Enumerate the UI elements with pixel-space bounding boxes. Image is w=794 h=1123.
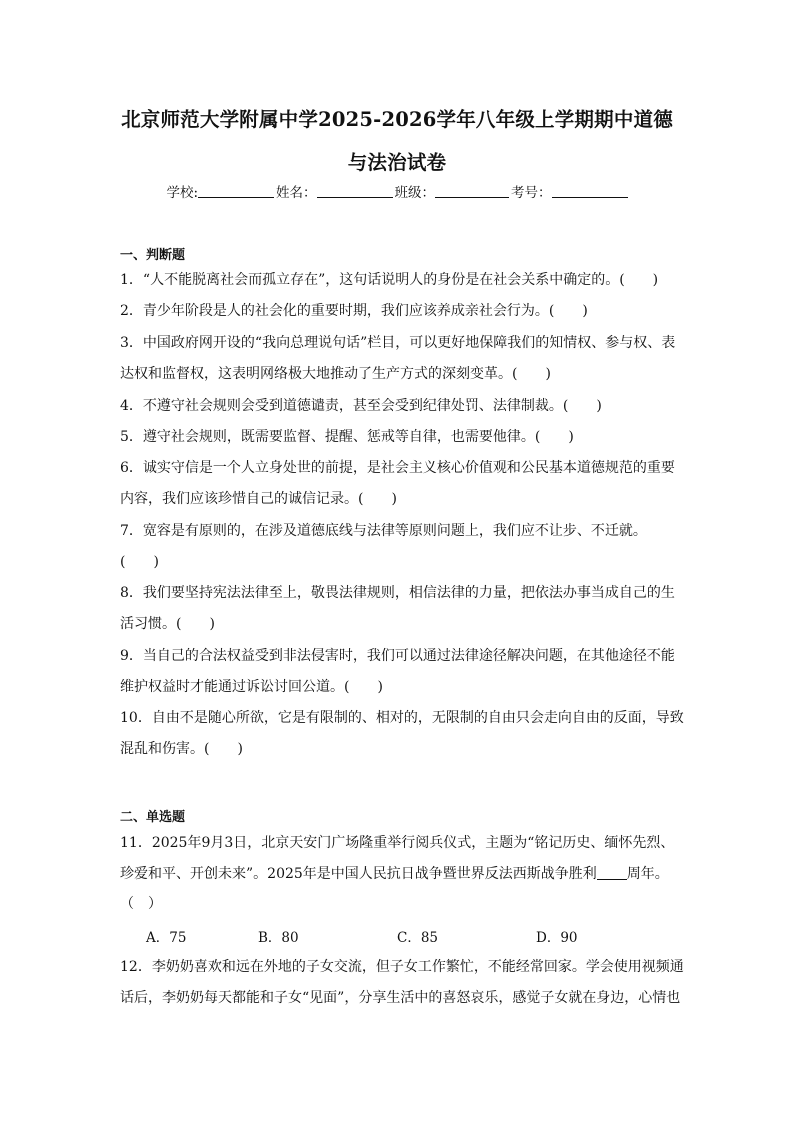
question-line: 10．自由不是随心所欲，它是有限制的、相对的，无限制的自由只会走向自由的反面，导致 — [120, 710, 684, 726]
question-line: 2．青少年阶段是人的社会化的重要时期，我们应该养成亲社会行为。( ) — [120, 303, 588, 319]
exam-title-line2: 与法治试卷 — [347, 151, 447, 174]
class-label: 班级： — [394, 185, 436, 201]
section-title-judgement: 一、判断题 — [120, 248, 186, 263]
option-c: C．85 — [397, 930, 439, 946]
name-label: 姓名： — [276, 185, 317, 201]
exam-title-line1: 北京师范大学附属中学2025-2026学年八年级上学期期中道德 — [121, 108, 673, 131]
option-d: D．90 — [536, 930, 578, 946]
id-blank — [552, 183, 628, 198]
question-line: 6．诚实守信是一个人立身处世的前提，是社会主义核心价值观和公民基本道德规范的重要 — [120, 460, 675, 476]
school-blank — [198, 183, 274, 198]
class-blank — [435, 183, 509, 198]
question-text: 珍爱和平、开创未来”。2025年是中国人民抗日战争暨世界反法西斯战争胜利 — [120, 866, 597, 882]
question-line: （ ） — [120, 896, 162, 912]
question-line: 12．李奶奶喜欢和远在外地的子女交流，但子女工作繁忙，不能经常回家。学会使用视频通 — [120, 959, 684, 975]
option-a: A．75 — [146, 930, 187, 946]
question-line: 5．遵守社会规则，既需要监督、提醒、惩戒等自律，也需要他律。( ) — [120, 429, 574, 445]
name-blank — [317, 183, 393, 198]
question-line — [120, 863, 669, 883]
section-title-single-choice: 二、单选题 — [120, 810, 186, 825]
question-line: 11．2025年9月3日，北京天安门广场隆重举行阅兵仪式，主题为“铭记历史、缅怀先烈、 — [120, 835, 675, 851]
question-line: 8．我们要坚持宪法法律至上，敬畏法律规则，相信法律的力量，把依法办事当成自己的生 — [120, 585, 675, 601]
option-b: B．80 — [258, 930, 299, 946]
id-label: 考号： — [511, 185, 552, 201]
question-line: 1．“人不能脱离社会而孤立存在”，这句话说明人的身份是在社会关系中确定的。( ) — [120, 272, 659, 288]
question-line: ( ) — [120, 554, 159, 570]
question-line: 9．当自己的合法权益受到非法侵害时，我们可以通过法律途径解决问题，在其他途径不能 — [120, 648, 675, 664]
question-line: 维护权益时才能通过诉讼讨回公道。( ) — [120, 679, 383, 695]
question-line: 达权和监督权，这表明网络极大地推动了生产方式的深刻变革。( ) — [120, 366, 551, 382]
question-line: 3．中国政府网开设的“我向总理说句话”栏目，可以更好地保障我们的知情权、参与权、表 — [120, 335, 676, 351]
question-line: 内容，我们应该珍惜自己的诚信记录。( ) — [120, 491, 397, 507]
question-line: 混乱和伤害。( ) — [120, 741, 243, 757]
question-text: 周年。 — [626, 866, 669, 882]
question-line: 4．不遵守社会规则会受到道德谴责，甚至会受到纪律处罚、法律制裁。( ) — [120, 398, 602, 414]
answer-blank — [597, 865, 627, 880]
student-info-row — [0, 181, 794, 201]
question-line: 7．宽容是有原则的，在涉及道德底线与法律等原则问题上，我们应不让步、不迁就。 — [120, 523, 647, 539]
school-label: 学校: — [166, 185, 199, 201]
question-line: 活习惯。( ) — [120, 616, 215, 632]
question-line: 话后，李奶奶每天都能和子女“见面”，分享生活中的喜怒哀乐，感觉子女就在身边，心情也 — [120, 990, 681, 1006]
